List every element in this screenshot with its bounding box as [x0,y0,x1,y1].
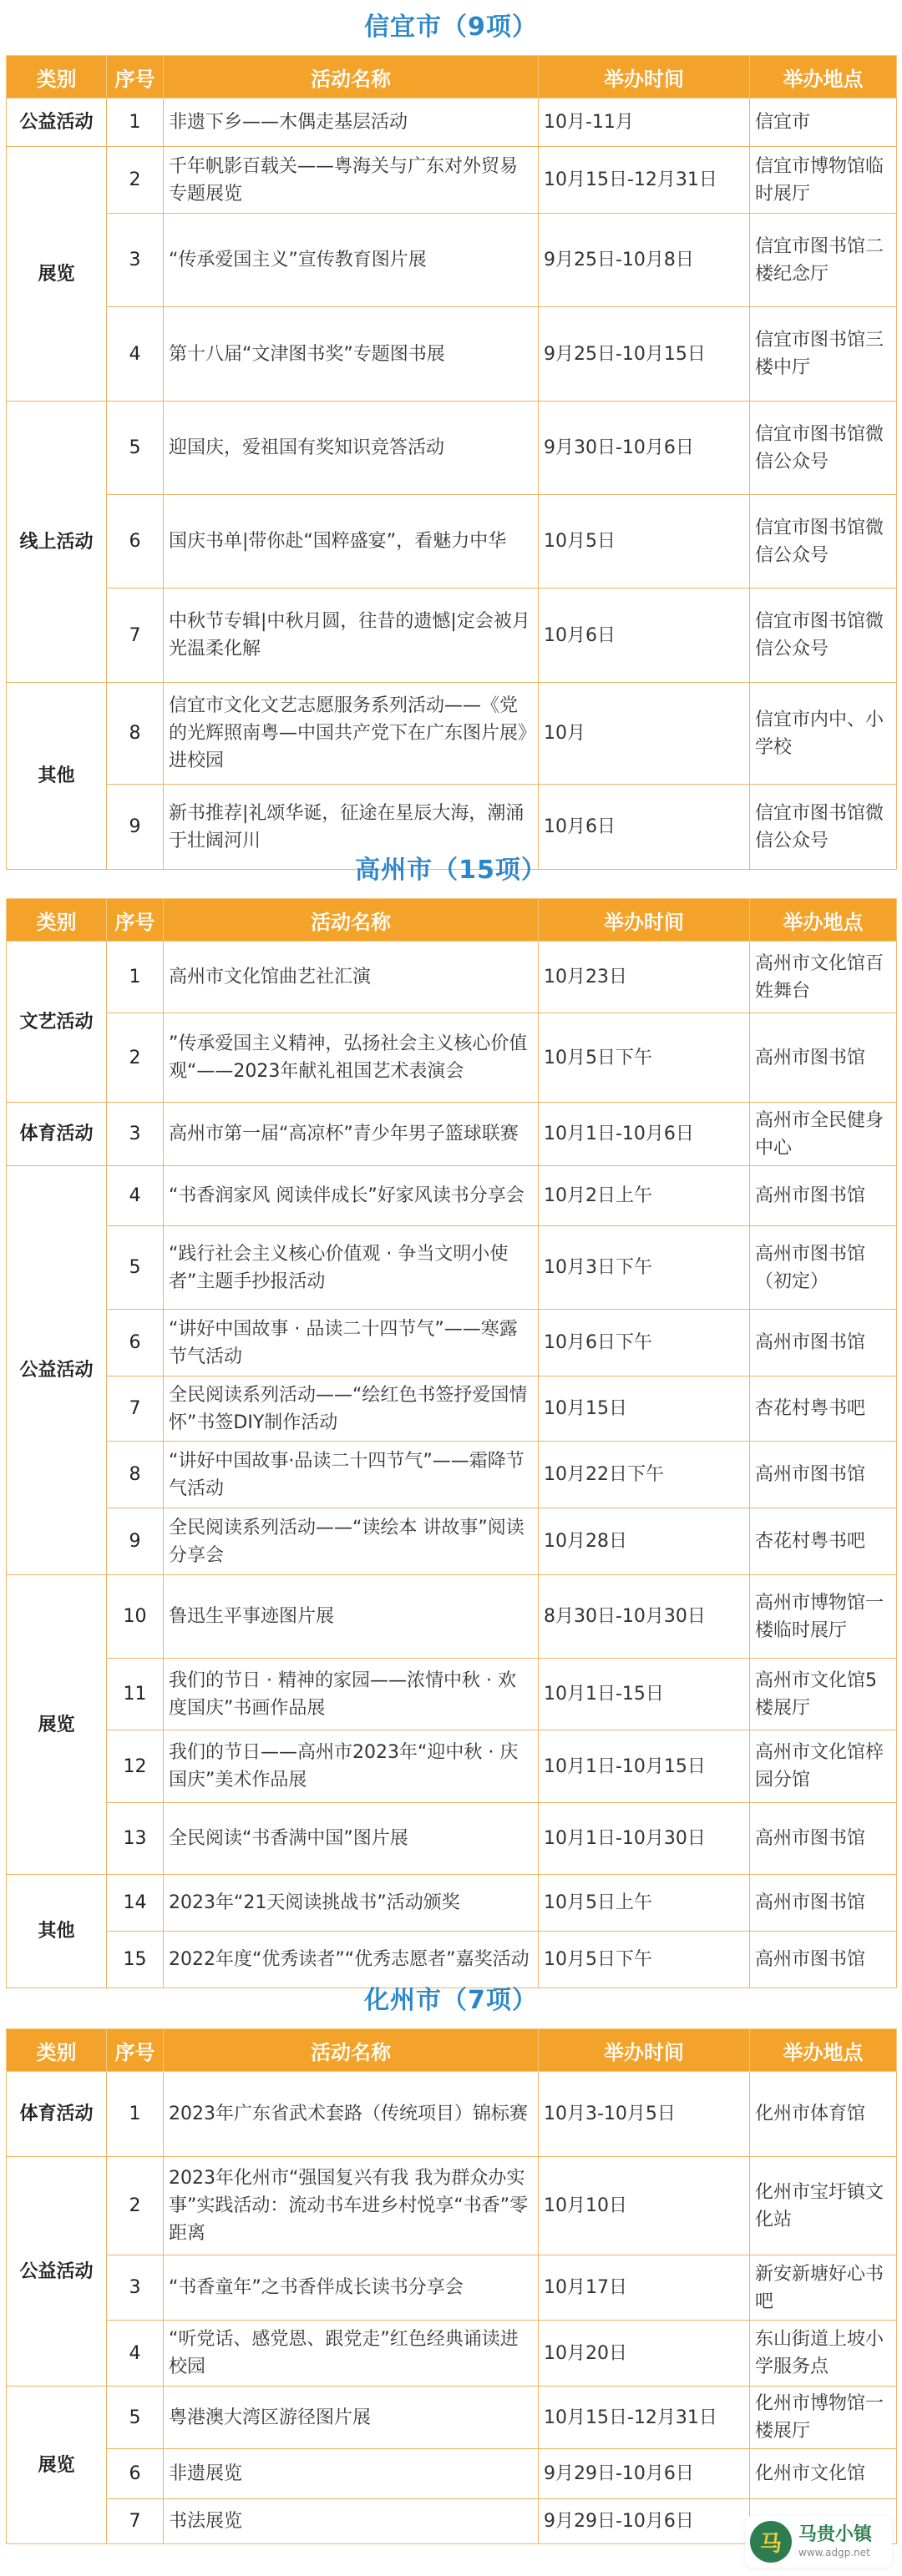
activity-name-cell: 我们的节日 · 精神的家园——浓情中秋 · 欢度国庆”书画作品展 [164,1659,539,1730]
number-cell: 3 [107,1103,164,1166]
place-cell: 信宜市图书馆微信公众号 [750,402,897,495]
place-cell: 信宜市图书馆二楼纪念厅 [750,214,897,307]
number-cell: 12 [107,1730,164,1803]
table-row [7,1166,897,1226]
activity-name-cell: 鲁迅生平事迹图片展 [164,1575,539,1659]
number-cell: 6 [107,495,164,588]
city-section [0,1973,902,2532]
time-cell: 10月 [539,683,750,785]
place-cell: 信宜市图书馆微信公众号 [750,495,897,588]
place-cell: 高州市图书馆 [750,1166,897,1226]
number-cell: 7 [107,588,164,683]
time-cell: 10月15日-12月31日 [539,2387,750,2449]
place-cell: 高州市博物馆一楼临时展厅 [750,1575,897,1659]
table-row [7,2255,897,2321]
number-cell: 4 [107,307,164,402]
number-cell: 2 [107,2157,164,2255]
table-row [7,214,897,307]
table-row [7,1226,897,1310]
activity-table [6,55,897,870]
table-row [7,1376,897,1442]
time-cell: 9月25日-10月8日 [539,214,750,307]
table-row [7,2449,897,2499]
number-cell: 4 [107,1166,164,1226]
header-category: 类别 [7,2029,107,2072]
table-header-row [7,56,897,98]
table-row [7,1508,897,1575]
place-cell: 信宜市 [750,98,897,147]
number-cell: 8 [107,683,164,785]
place-cell: 信宜市图书馆三楼中厅 [750,307,897,402]
category-cell: 展览 [7,147,107,402]
time-cell: 10月5日 [539,495,750,588]
section-title: 化州市（7项） [364,1986,538,2015]
place-cell: 高州市图书馆 [750,1442,897,1508]
section-title: 信宜市（9项） [364,13,538,42]
category-cell: 文艺活动 [7,942,107,1103]
time-cell: 10月3日下午 [539,1226,750,1310]
time-cell: 10月6日 [539,785,750,870]
number-cell: 15 [107,1932,164,1988]
time-cell: 10月1日-10月15日 [539,1730,750,1803]
activity-name-cell: 粤港澳大湾区游径图片展 [164,2387,539,2449]
header-category: 类别 [7,56,107,98]
category-cell: 线上活动 [7,402,107,683]
time-cell: 10月1日-15日 [539,1659,750,1730]
number-cell: 5 [107,402,164,495]
activity-name-cell: 全民阅读系列活动——“读绘本 讲故事”阅读分享会 [164,1508,539,1575]
place-cell: 新安新塘好心书吧 [750,2255,897,2321]
activity-name-cell: 迎国庆，爱祖国有奖知识竞答活动 [164,402,539,495]
table-row [7,1103,897,1166]
category-cell: 展览 [7,2387,107,2544]
place-cell: 信宜市图书馆微信公众号 [750,588,897,683]
header-place: 举办地点 [750,56,897,98]
table-header-row [7,899,897,942]
time-cell: 10月15日 [539,1376,750,1442]
number-cell: 6 [107,2449,164,2499]
time-cell: 10月5日下午 [539,1013,750,1103]
place-cell: 信宜市图书馆微信公众号 [750,785,897,870]
place-cell: 高州市文化馆百姓舞台 [750,942,897,1013]
header-name: 活动名称 [164,2029,539,2072]
table-row [7,1013,897,1103]
activity-name-cell: 2023年“21天阅读挑战书”活动颁奖 [164,1875,539,1932]
section-title: 高州市（15项） [355,856,547,885]
header-number: 序号 [107,2029,164,2072]
number-cell: 10 [107,1575,164,1659]
table-row [7,588,897,683]
number-cell: 7 [107,2499,164,2544]
place-cell: 化州市博物馆一楼展厅 [750,2387,897,2449]
activity-name-cell: “听党话、感党恩、跟党走”红色经典诵读进校园 [164,2321,539,2387]
table-row [7,2157,897,2255]
table-row [7,307,897,402]
table-row [7,495,897,588]
category-cell: 其他 [7,1875,107,1988]
watermark-name: 马贵小镇 [798,2524,873,2545]
activity-name-cell: 2023年化州市“强国复兴有我 我为群众办实事”实践活动：流动书车进乡村悦享“书香”零距离 [164,2157,539,2255]
number-cell: 3 [107,214,164,307]
activity-name-cell: 千年帆影百载关——粤海关与广东对外贸易专题展览 [164,147,539,214]
time-cell: 10月20日 [539,2321,750,2387]
place-cell: 杏花村粤书吧 [750,1376,897,1442]
place-cell: 信宜市内中、小学校 [750,683,897,785]
time-cell: 10月-11月 [539,98,750,147]
logo-icon: 马 [750,2521,792,2563]
watermark-url: www.adgp.net [798,2547,870,2558]
category-cell: 体育活动 [7,1103,107,1166]
activity-name-cell: “讲好中国故事 · 品读二十四节气”——寒露节气活动 [164,1310,539,1376]
place-cell: 东山街道上坡小学服务点 [750,2321,897,2387]
place-cell: 高州市图书馆 [750,1803,897,1875]
activity-name-cell: 国庆书单|带你赴“国粹盛宴”，看魅力中华 [164,495,539,588]
number-cell: 5 [107,2387,164,2449]
number-cell: 11 [107,1659,164,1730]
category-cell: 公益活动 [7,1166,107,1575]
time-cell: 10月5日下午 [539,1932,750,1988]
header-place: 举办地点 [750,2029,897,2072]
time-cell: 10月1日-10月30日 [539,1803,750,1875]
table-row [7,683,897,785]
activity-name-cell: 高州市第一届“高凉杯”青少年男子篮球联赛 [164,1103,539,1166]
activity-name-cell: “书香润家风 阅读伴成长”好家风读书分享会 [164,1166,539,1226]
category-cell: 公益活动 [7,2157,107,2387]
table-row [7,402,897,495]
time-cell: 9月30日-10月6日 [539,402,750,495]
number-cell: 8 [107,1442,164,1508]
number-cell: 1 [107,2072,164,2157]
table-row [7,2321,897,2387]
number-cell: 3 [107,2255,164,2321]
header-name: 活动名称 [164,56,539,98]
place-cell: 高州市图书馆（初定） [750,1226,897,1310]
place-cell: 化州市文化馆 [750,2449,897,2499]
number-cell: 7 [107,1376,164,1442]
place-cell: 高州市文化馆5楼展厅 [750,1659,897,1730]
table-row [7,147,897,214]
time-cell: 10月1日-10月6日 [539,1103,750,1166]
city-section [0,0,902,851]
table-row [7,1659,897,1730]
place-cell: 高州市全民健身中心 [750,1103,897,1166]
header-place: 举办地点 [750,899,897,942]
place-cell: 高州市图书馆 [750,1932,897,1988]
number-cell: 14 [107,1875,164,1932]
watermark [745,2516,892,2568]
activity-name-cell: 非遗下乡——木偶走基层活动 [164,98,539,147]
table-row [7,2387,897,2449]
table-row [7,1310,897,1376]
activity-name-cell: 书法展览 [164,2499,539,2544]
time-cell: 10月2日上午 [539,1166,750,1226]
category-cell: 体育活动 [7,2072,107,2157]
time-cell: 9月29日-10月6日 [539,2499,750,2544]
category-cell: 其他 [7,683,107,870]
activity-name-cell: “书香童年”之书香伴成长读书分享会 [164,2255,539,2321]
place-cell: 化州市宝圩镇文化站 [750,2157,897,2255]
table-row [7,1730,897,1803]
header-number: 序号 [107,56,164,98]
place-cell: 高州市图书馆 [750,1310,897,1376]
table-row [7,1442,897,1508]
time-cell: 10月6日 [539,588,750,683]
header-name: 活动名称 [164,899,539,942]
table-row [7,2072,897,2157]
time-cell: 10月10日 [539,2157,750,2255]
number-cell: 1 [107,98,164,147]
number-cell: 9 [107,785,164,870]
header-number: 序号 [107,899,164,942]
place-cell: 高州市文化馆梓园分馆 [750,1730,897,1803]
activity-name-cell: 新书推荐|礼颂华诞，征途在星辰大海，潮涌于壮阔河川 [164,785,539,870]
time-cell: 10月3-10月5日 [539,2072,750,2157]
number-cell: 2 [107,1013,164,1103]
time-cell: 8月30日-10月30日 [539,1575,750,1659]
place-cell: 信宜市博物馆临时展厅 [750,147,897,214]
activity-name-cell: 2022年度“优秀读者”“优秀志愿者”嘉奖活动 [164,1932,539,1988]
number-cell: 6 [107,1310,164,1376]
activity-name-cell: “传承爱国主义”宣传教育图片展 [164,214,539,307]
activity-name-cell: 高州市文化馆曲艺社汇演 [164,942,539,1013]
table-row [7,1875,897,1932]
place-cell: 杏花村粤书吧 [750,1508,897,1575]
number-cell: 13 [107,1803,164,1875]
header-time: 举办时间 [539,2029,750,2072]
number-cell: 4 [107,2321,164,2387]
activity-name-cell: 全民阅读系列活动——“绘红色书签抒爱国情怀”书签DIY制作活动 [164,1376,539,1442]
activity-name-cell: 2023年广东省武术套路（传统项目）锦标赛 [164,2072,539,2157]
header-category: 类别 [7,899,107,942]
time-cell: 10月17日 [539,2255,750,2321]
time-cell: 9月25日-10月15日 [539,307,750,402]
time-cell: 10月22日下午 [539,1442,750,1508]
activity-table [6,2028,897,2544]
time-cell: 10月28日 [539,1508,750,1575]
table-row [7,98,897,147]
activity-name-cell: “践行社会主义核心价值观 · 争当文明小使者”主题手抄报活动 [164,1226,539,1310]
time-cell: 10月23日 [539,942,750,1013]
activity-name-cell: 信宜市文化文艺志愿服务系列活动——《党的光辉照南粤—中国共产党下在广东图片展》进校园 [164,683,539,785]
activity-name-cell: 第十八届“文津图书奖”专题图书展 [164,307,539,402]
table-row [7,1575,897,1659]
activity-name-cell: 我们的节日——高州市2023年“迎中秋 · 庆国庆”美术作品展 [164,1730,539,1803]
table-row [7,1803,897,1875]
time-cell: 9月29日-10月6日 [539,2449,750,2499]
activity-name-cell: 全民阅读“书香满中国”图片展 [164,1803,539,1875]
activity-name-cell: “讲好中国故事·品读二十四节气”——霜降节气活动 [164,1442,539,1508]
place-cell: 化州市体育馆 [750,2072,897,2157]
activity-name-cell: 非遗展览 [164,2449,539,2499]
category-cell: 公益活动 [7,98,107,147]
number-cell: 9 [107,1508,164,1575]
number-cell: 5 [107,1226,164,1310]
time-cell: 10月6日下午 [539,1310,750,1376]
time-cell: 10月15日-12月31日 [539,147,750,214]
table-row [7,942,897,1013]
header-time: 举办时间 [539,899,750,942]
activity-name-cell: 中秋节专辑|中秋月圆，往昔的遗憾|定会被月光温柔化解 [164,588,539,683]
activity-name-cell: ”传承爱国主义精神，弘扬社会主义核心价值观“——2023年献礼祖国艺术表演会 [164,1013,539,1103]
table-header-row [7,2029,897,2072]
city-section [0,843,902,1973]
time-cell: 10月5日上午 [539,1875,750,1932]
category-cell: 展览 [7,1575,107,1875]
activity-table [6,898,897,1988]
place-cell: 高州市图书馆 [750,1013,897,1103]
place-cell: 高州市图书馆 [750,1875,897,1932]
number-cell: 2 [107,147,164,214]
number-cell: 1 [107,942,164,1013]
header-time: 举办时间 [539,56,750,98]
